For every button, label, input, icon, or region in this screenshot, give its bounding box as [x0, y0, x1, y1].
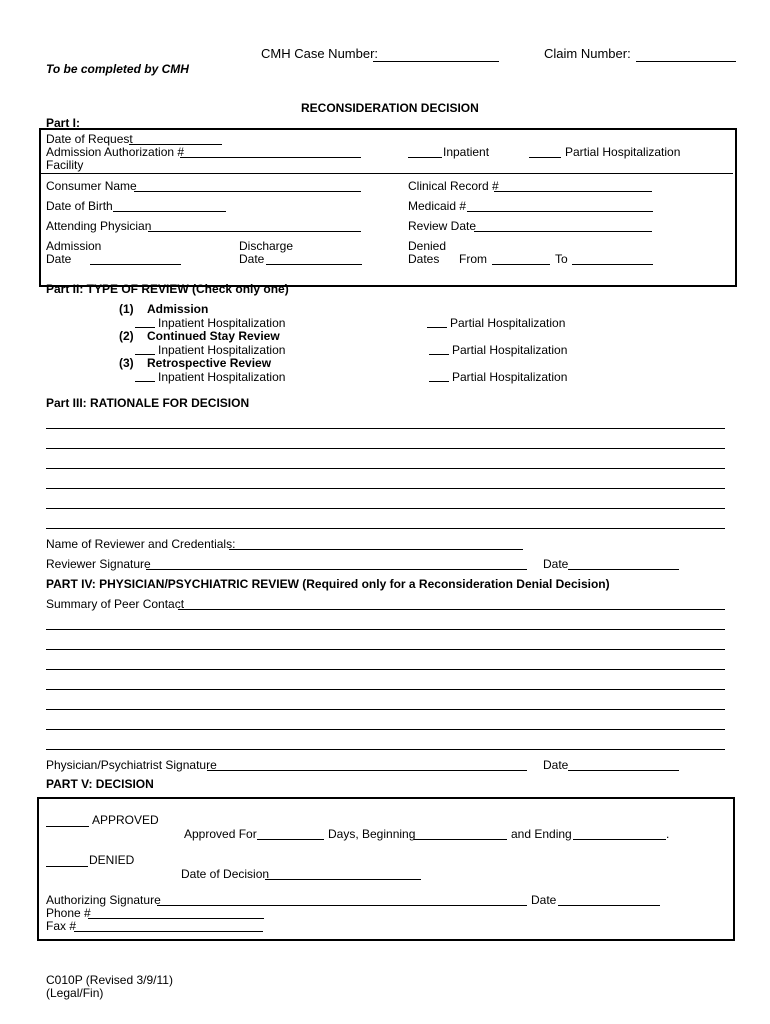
rationale-line[interactable]	[46, 508, 725, 509]
authorizing-date-label: Date	[531, 893, 557, 907]
attending-physician-field[interactable]	[148, 231, 361, 232]
attending-physician-label: Attending Physician	[46, 219, 152, 233]
approved-label: APPROVED	[92, 813, 159, 827]
part3-label: Part III: RATIONALE FOR DECISION	[46, 396, 250, 410]
review-date-field[interactable]	[474, 231, 652, 232]
fax-field[interactable]	[74, 931, 263, 932]
partial-hospitalization-checkbox[interactable]	[529, 157, 561, 158]
opt3-inpatient-label: Inpatient Hospitalization	[158, 370, 286, 384]
physician-signature-label: Physician/Psychiatrist Signature	[46, 758, 217, 772]
reviewer-name-label: Name of Reviewer and Credentials:	[46, 537, 236, 551]
summary-peer-contact-field[interactable]	[178, 609, 725, 610]
opt1-inpatient-label: Inpatient Hospitalization	[158, 316, 286, 330]
claim-number-label: Claim Number:	[544, 46, 631, 61]
opt1-inpatient-checkbox[interactable]	[135, 327, 155, 328]
denied-from-field[interactable]	[492, 264, 550, 265]
opt2-inpatient-checkbox[interactable]	[135, 354, 155, 355]
divider	[41, 173, 733, 174]
discharge-date-label: Date	[239, 252, 265, 266]
summary-line[interactable]	[46, 629, 725, 630]
denied-label: Denied	[408, 239, 447, 253]
legal-fin: (Legal/Fin)	[46, 986, 104, 1000]
summary-line[interactable]	[46, 729, 725, 730]
opt1-number: (1)	[119, 302, 134, 316]
inpatient-checkbox[interactable]	[408, 157, 442, 158]
medicaid-label: Medicaid #	[408, 199, 467, 213]
admission-date-label: Date	[46, 252, 72, 266]
from-label: From	[459, 252, 487, 266]
phone-field[interactable]	[88, 918, 264, 919]
opt2-partial-label: Partial Hospitalization	[452, 343, 568, 357]
summary-peer-contact-label: Summary of Peer Contact	[46, 597, 185, 611]
denied-to-field[interactable]	[572, 264, 653, 265]
clinical-record-field[interactable]	[494, 191, 652, 192]
partial-hospitalization-label: Partial Hospitalization	[565, 145, 681, 159]
page-title: RECONSIDERATION DECISION	[301, 101, 479, 115]
phone-label: Phone #	[46, 906, 91, 920]
date-of-decision-field[interactable]	[265, 879, 421, 880]
part2-label: Part II: TYPE OF REVIEW (Check only one)	[46, 282, 289, 296]
discharge-date-field[interactable]	[266, 264, 362, 265]
discharge-label: Discharge	[239, 239, 294, 253]
part5-label: PART V: DECISION	[46, 777, 154, 791]
beginning-date-field[interactable]	[414, 839, 507, 840]
claim-number-field[interactable]	[636, 61, 736, 62]
admission-authorization-field[interactable]	[180, 157, 361, 158]
cmh-case-number-field[interactable]	[373, 61, 499, 62]
reviewer-date-field[interactable]	[568, 569, 679, 570]
rationale-line[interactable]	[46, 468, 725, 469]
ending-date-field[interactable]	[573, 839, 666, 840]
rationale-line[interactable]	[46, 448, 725, 449]
reviewer-date-label: Date	[543, 557, 569, 571]
period: .	[666, 827, 670, 841]
rationale-line[interactable]	[46, 488, 725, 489]
denied-label: DENIED	[89, 853, 135, 867]
opt3-partial-checkbox[interactable]	[429, 381, 449, 382]
denied-checkbox[interactable]	[46, 866, 88, 867]
part1-label: Part I:	[46, 116, 81, 130]
opt3-partial-label: Partial Hospitalization	[452, 370, 568, 384]
authorizing-signature-field[interactable]	[157, 905, 527, 906]
to-label: To	[555, 252, 568, 266]
medicaid-field[interactable]	[467, 211, 653, 212]
admission-label: Admission	[46, 239, 102, 253]
approved-days-field[interactable]	[257, 839, 324, 840]
fax-label: Fax #	[46, 919, 77, 933]
summary-line[interactable]	[46, 689, 725, 690]
inpatient-label: Inpatient	[443, 145, 490, 159]
authorizing-signature-label: Authorizing Signature	[46, 893, 161, 907]
review-date-label: Review Date	[408, 219, 477, 233]
date-of-birth-label: Date of Birth	[46, 199, 113, 213]
rationale-line[interactable]	[46, 528, 725, 529]
part4-label: PART IV: PHYSICIAN/PSYCHIATRIC REVIEW (Required only for a Reconsideration Denial Decision)	[46, 577, 610, 591]
approved-for-label: Approved For	[184, 827, 257, 841]
opt1-partial-label: Partial Hospitalization	[450, 316, 566, 330]
summary-line[interactable]	[46, 669, 725, 670]
reviewer-signature-label: Reviewer Signature	[46, 557, 151, 571]
opt3-number: (3)	[119, 356, 134, 370]
consumer-name-label: Consumer Name	[46, 179, 137, 193]
opt2-title: Continued Stay Review	[147, 329, 280, 343]
summary-line[interactable]	[46, 649, 725, 650]
opt2-partial-checkbox[interactable]	[429, 354, 449, 355]
admission-authorization-label: Admission Authorization #	[46, 145, 185, 159]
opt1-partial-checkbox[interactable]	[427, 327, 447, 328]
form-code: C010P (Revised 3/9/11)	[46, 973, 173, 987]
clinical-record-label: Clinical Record #	[408, 179, 499, 193]
approved-checkbox[interactable]	[46, 826, 89, 827]
cmh-case-number-label: CMH Case Number:	[261, 46, 379, 61]
opt3-title: Retrospective Review	[147, 356, 272, 370]
reviewer-name-field[interactable]	[229, 549, 523, 550]
rationale-line[interactable]	[46, 428, 725, 429]
and-ending-label: and Ending	[511, 827, 572, 841]
opt2-number: (2)	[119, 329, 134, 343]
authorizing-date-field[interactable]	[558, 905, 660, 906]
opt3-inpatient-checkbox[interactable]	[135, 381, 155, 382]
date-of-birth-field[interactable]	[113, 211, 226, 212]
admission-date-field[interactable]	[90, 264, 181, 265]
physician-date-label: Date	[543, 758, 569, 772]
consumer-name-field[interactable]	[134, 191, 361, 192]
physician-signature-field[interactable]	[207, 770, 527, 771]
summary-line[interactable]	[46, 749, 725, 750]
denied-dates-label: Dates	[408, 252, 440, 266]
date-of-decision-label: Date of Decision	[181, 867, 270, 881]
date-of-request-label: Date of Request	[46, 132, 133, 146]
facility-label: Facility	[46, 158, 84, 172]
opt2-inpatient-label: Inpatient Hospitalization	[158, 343, 286, 357]
opt1-title: Admission	[147, 302, 209, 316]
days-beginning-label: Days, Beginning	[328, 827, 416, 841]
physician-date-field[interactable]	[568, 770, 679, 771]
reviewer-signature-field[interactable]	[146, 569, 527, 570]
to-be-completed-note: To be completed by CMH	[46, 62, 189, 76]
summary-line[interactable]	[46, 709, 725, 710]
